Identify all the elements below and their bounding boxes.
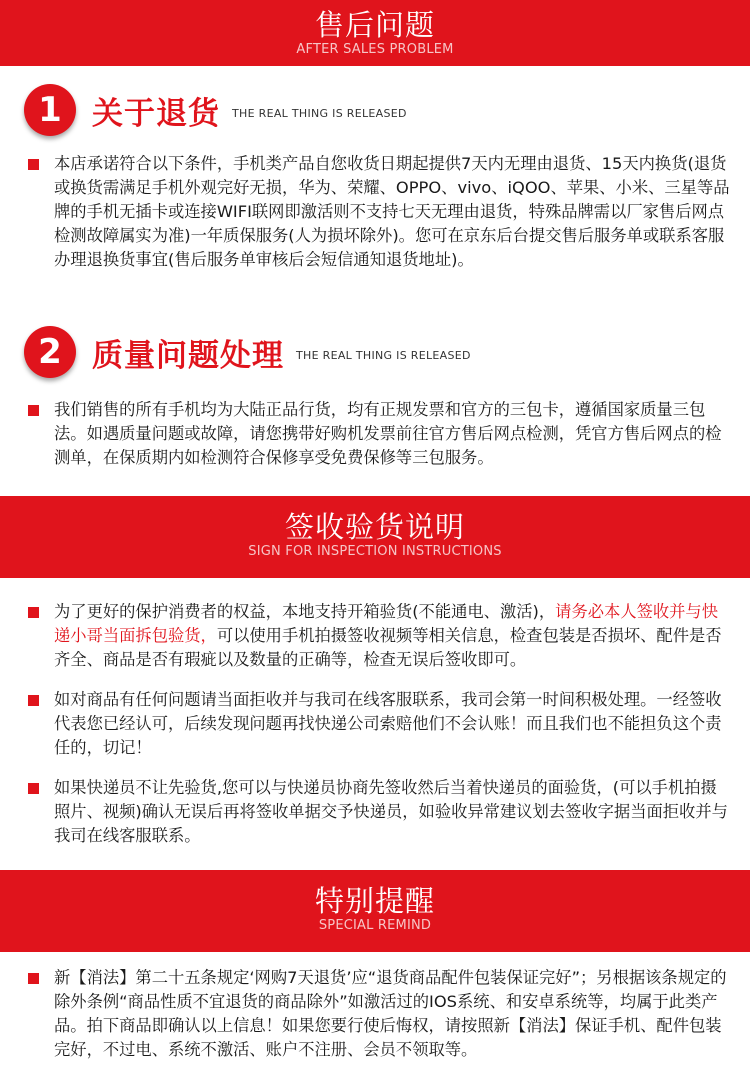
section-subtitle: THE REAL THING IS RELEASED xyxy=(232,106,407,120)
section-title: 质量问题处理 xyxy=(92,337,284,374)
remind-paragraph xyxy=(24,966,730,1062)
returns-heading xyxy=(24,84,407,136)
text-part: 可以使用手机拍摄签收视频等相关信息，检查包装是否损坏、配件是否齐全、商品是否有瑕疵以及数量的正确等，检查无误后签收即可。 xyxy=(54,626,722,669)
bullet-square xyxy=(28,973,39,984)
bullet-square xyxy=(28,159,39,170)
section-title: 关于退货 xyxy=(92,95,220,132)
banner-title: 签收验货说明 xyxy=(284,510,465,544)
text-part: 为了更好的保护消费者的权益，本地支持开箱验货(不能通电、激活)， xyxy=(54,602,556,621)
highlight-text: 请务必本人签收并与快递小哥当面拆包验货， xyxy=(54,602,718,645)
sign-paragraph-1 xyxy=(24,600,730,672)
section-subtitle: THE REAL THING IS RELEASED xyxy=(296,348,471,362)
special-remind-banner xyxy=(0,870,750,952)
quality-heading xyxy=(24,326,471,378)
paragraph-text: 新【消法】第二十五条规定‘网购7天退货’应“退货商品配件包装保证完好”；另根据该条规定的除外条例“商品性质不宜退货的商品除外”如激活过的IOS系统、和安卓系统等，均属于此类产品。拍下商品即确认以上信息！如果您要行使后悔权，请按照新【消法】保证手机、配件包装完好，不过电、系统不激活、账户不注册、会员不领取等。 xyxy=(54,968,727,1059)
banner-title: 售后问题 xyxy=(314,8,435,42)
sign-inspection-banner xyxy=(0,496,750,578)
bullet-square xyxy=(28,695,39,706)
returns-paragraph xyxy=(24,152,730,272)
number-badge: 2 xyxy=(24,326,76,378)
number-badge: 1 xyxy=(24,84,76,136)
paragraph-text: 如对商品有任何问题请当面拒收并与我司在线客服联系，我司会第一时间积极处理。一经签收代表您已经认可，后续发现问题再找快递公司索赔他们不会认账！而且我们也不能担负这个责任的，切记！ xyxy=(54,690,722,757)
paragraph-text: 我们销售的所有手机均为大陆正品行货，均有正规发票和官方的三包卡，遵循国家质量三包法。如遇质量问题或故障，请您携带好购机发票前往官方售后网点检测，凭官方售后网点的检测单，在保质期内如检测符合保修享受免费保修等三包服务。 xyxy=(54,400,722,467)
sign-paragraph-2 xyxy=(24,688,730,760)
after-sales-banner xyxy=(0,0,750,66)
bullet-square xyxy=(28,405,39,416)
paragraph-text: 本店承诺符合以下条件，手机类产品自您收货日期起提供7天内无理由退货、15天内换货(退货或换货需满足手机外观完好无损，华为、荣耀、OPPO、vivo、iQOO、苹果、小米、三星等品牌的手机无插卡或连接WIFI联网即激活则不支持七天无理由退货，特殊品牌需以厂家售后网点检测故障属实为准)一年质保服务(人为损坏除外)。您可在京东后台提交售后服务单或联系客服办理退换货事宜(售后服务单审核后会短信通知退货地址)。 xyxy=(54,154,730,269)
banner-subtitle: SIGN FOR INSPECTION INSTRUCTIONS xyxy=(248,544,502,559)
paragraph-text: 如果快递员不让先验货,您可以与快递员协商先签收然后当着快递员的面验货，(可以手机拍摄照片、视频)确认无误后再将签收单据交予快递员，如验收异常建议划去签收字据当面拒收并与我司在线客服联系。 xyxy=(54,778,728,845)
sign-paragraph-3 xyxy=(24,776,730,848)
bullet-square xyxy=(28,783,39,794)
banner-subtitle: SPECIAL REMIND xyxy=(318,918,432,933)
quality-paragraph xyxy=(24,398,730,470)
banner-title: 特别提醒 xyxy=(314,884,435,918)
banner-subtitle: AFTER SALES PROBLEM xyxy=(296,42,454,57)
paragraph-text xyxy=(24,600,730,672)
bullet-square xyxy=(28,607,39,618)
